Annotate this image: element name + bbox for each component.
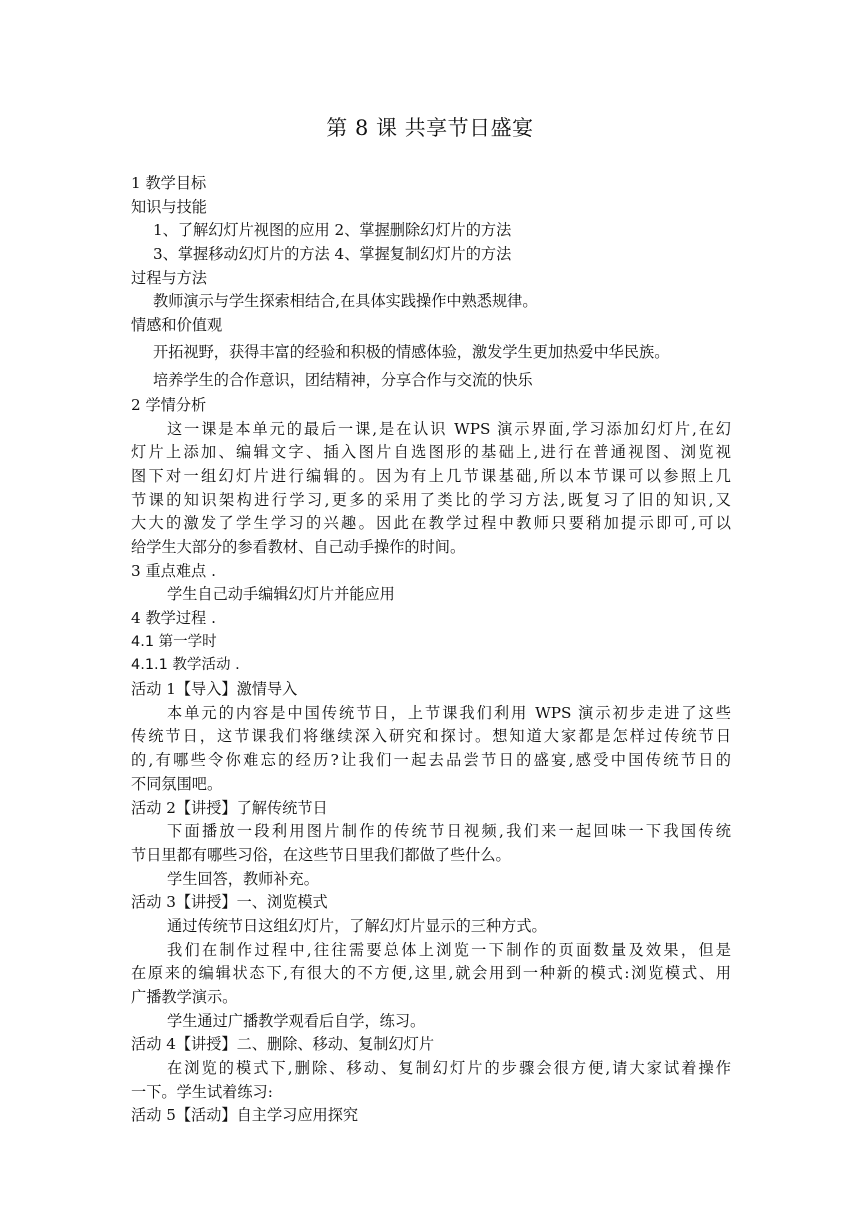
paragraph-line: 教师演示与学生探索相结合,在具体实践操作中熟悉规律。 [153,292,538,311]
paragraph-line: 在原来的编辑状态下,有很大的不方便,这里,就会用到一种新的模式:浏览模式、用 [131,964,731,983]
document-body [131,172,731,1128]
section-heading: 3 重点难点 . [131,561,216,580]
paragraph-line: 给学生大部分的参看教材、自己动手操作的时间。 [131,537,466,556]
section-heading: 4.1.1 教学活动 . [131,657,240,674]
document-title: 第 8 课 共享节日盛宴 [326,116,534,140]
paragraph-line: 我们在制作过程中,往往需要总体上浏览一下制作的页面数量及效果，但是 [167,940,731,959]
paragraph-line: 图下对一组幻灯片进行编辑的。因为有上几节课基础,所以本节课可以参照上几 [131,466,731,485]
activity-heading: 活动 4【讲授】二、删除、移动、复制幻灯片 [131,1035,435,1054]
activity-heading: 活动 2【讲授】了解传统节日 [131,798,328,817]
paragraph-line: 节课的知识架构进行学习,更多的采用了类比的学习方法,既复习了旧的知识,又 [131,490,731,509]
activity-heading: 活动 3【讲授】一、浏览模式 [131,893,328,912]
paragraph-line: 下面播放一段利用图片制作的传统节日视频,我们来一起回味一下我国传统 [167,822,731,841]
paragraph-line: 大大的激发了学生学习的兴趣。因此在教学过程中教师只要稍加提示即可,可以 [131,514,731,533]
section-heading: 2 学情分析 [131,395,207,414]
subsection-heading: 情感和价值观 [131,316,223,335]
paragraph-line: 传统节日，这节课我们将继续深入研究和探讨。想知道大家都是怎样过传统节日 [131,727,731,746]
paragraph-line: 不同氛围吧。 [131,774,223,793]
objective-line: 1、了解幻灯片视图的应用 2、掌握删除幻灯片的方法 [153,221,512,240]
paragraph-line: 本单元的内容是中国传统节日，上节课我们利用 WPS 演示初步走进了这些 [167,703,731,722]
paragraph-line: 灯片上添加、编辑文字、插入图片自选图形的基础上,进行在普通视图、浏览视 [131,443,731,462]
paragraph-line: 在浏览的模式下,删除、移动、复制幻灯片的步骤会很方便,请大家试着操作 [167,1059,731,1078]
section-heading: 4 教学过程 . [131,609,216,627]
paragraph-line: 的,有哪些令你难忘的经历?让我们一起去品尝节日的盛宴,感受中国传统节日的 [131,751,731,770]
objective-line: 3、掌握移动幻灯片的方法 4、掌握复制幻灯片的方法 [153,245,512,264]
paragraph-line: 广播教学演示。 [131,988,238,1006]
paragraph-line: 学生回答，教师补充。 [167,869,319,888]
paragraph-line: 学生自己动手编辑幻灯片并能应用 [167,585,395,604]
paragraph-line: 学生通过广播教学观看后自学，练习。 [167,1011,426,1030]
section-heading: 1 教学目标 [131,174,207,192]
paragraph-line: 这一课是本单元的最后一课,是在认识 WPS 演示界面,学习添加幻灯片,在幻 [167,419,731,438]
paragraph-line: 培养学生的合作意识，团结精神，分享合作与交流的快乐 [153,370,533,389]
section-heading: 4.1 第一学时 [131,633,217,650]
paragraph-line: 一下。学生试着练习: [131,1082,273,1101]
activity-heading: 活动 1【导入】激情导入 [131,680,298,699]
subsection-heading: 知识与技能 [131,197,207,216]
activity-heading: 活动 5【活动】自主学习应用探究 [131,1106,359,1125]
paragraph-line: 通过传统节日这组幻灯片，了解幻灯片显示的三种方式。 [167,916,547,935]
paragraph-line: 开拓视野，获得丰富的经验和积极的情感体验，激发学生更加热爱中华民族。 [153,342,670,361]
paragraph-line: 节日里都有哪些习俗，在这些节日里我们都做了些什么。 [131,845,511,864]
subsection-heading: 过程与方法 [131,268,207,287]
